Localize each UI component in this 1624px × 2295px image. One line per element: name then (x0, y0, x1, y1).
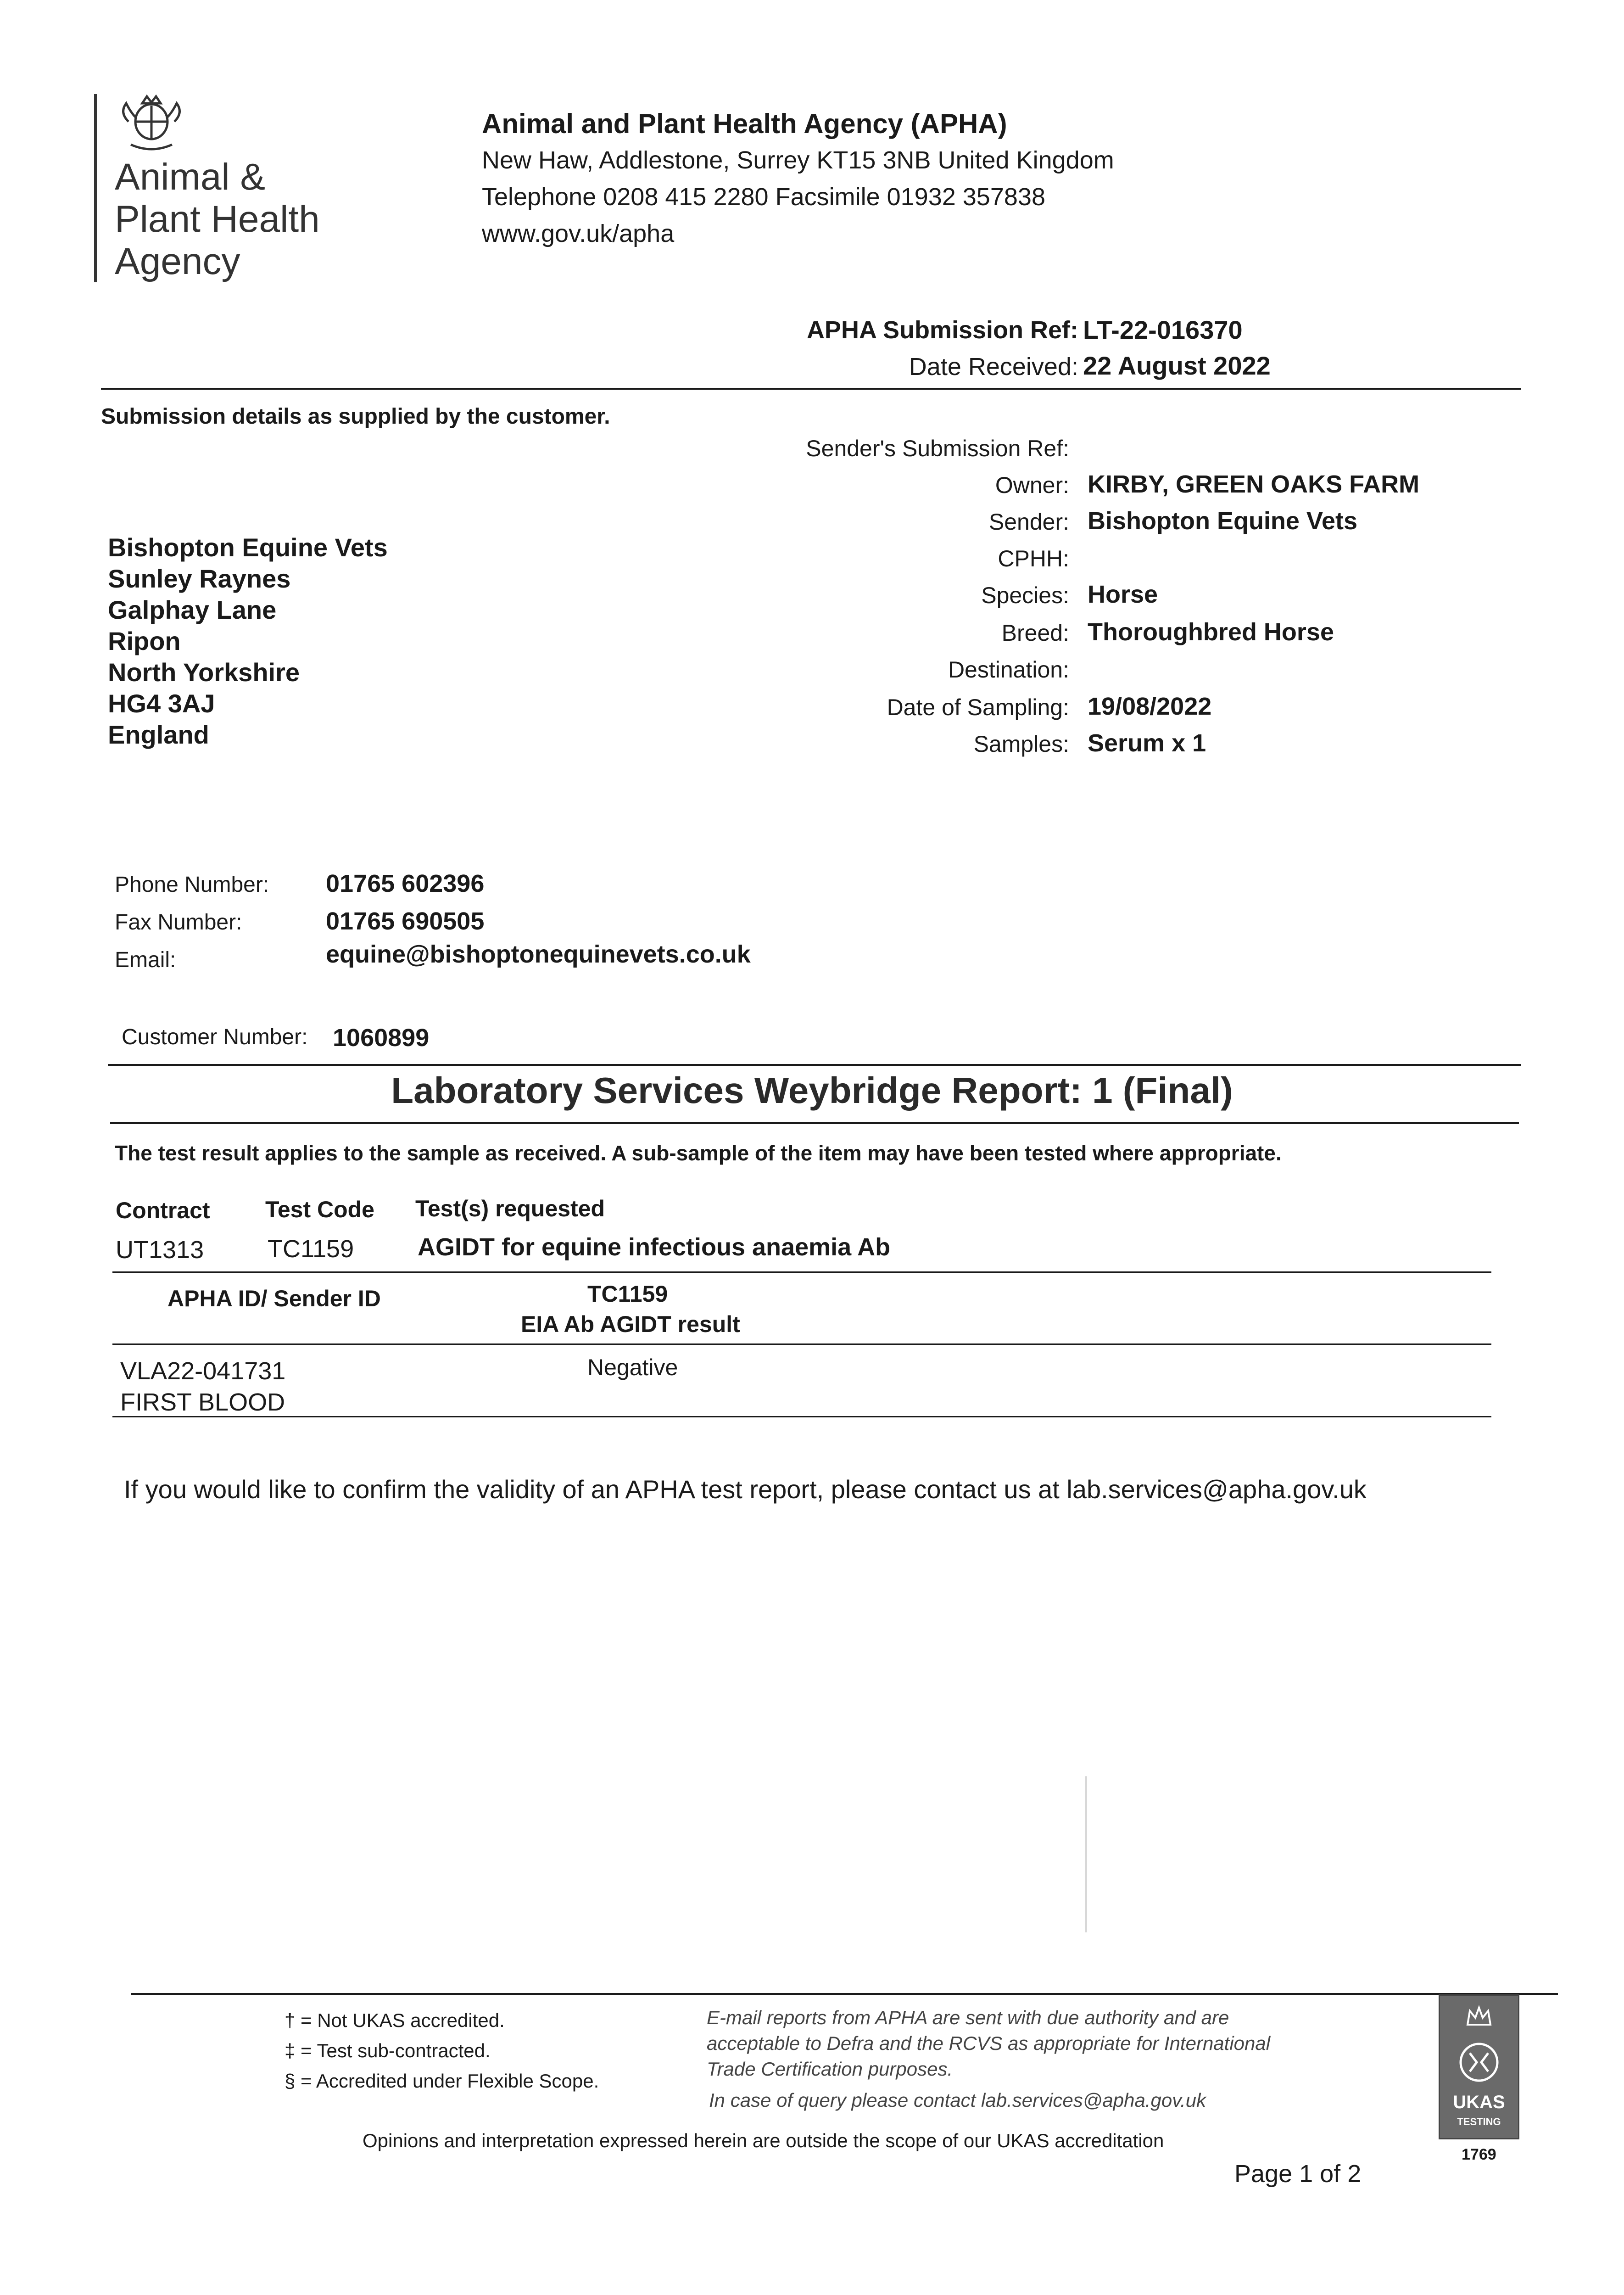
email-note-line: Trade Certification purposes. (707, 2058, 953, 2080)
result-id-header: APHA ID/ Sender ID (167, 1286, 381, 1311)
email-note-line: acceptable to Defra and the RCVS as appropriate for International (707, 2032, 1271, 2054)
address-line: North Yorkshire (108, 658, 300, 687)
address-line: Bishopton Equine Vets (108, 533, 388, 562)
samples-value: Serum x 1 (1088, 729, 1206, 757)
detail-label: Date of Sampling: (887, 694, 1069, 720)
contract-value: UT1313 (116, 1236, 204, 1264)
owner-value: KIRBY, GREEN OAKS FARM (1088, 470, 1420, 498)
report-top-divider (108, 1064, 1521, 1066)
date-received-label: Date Received: (909, 353, 1078, 381)
query-note: In case of query please contact lab.services@apha.gov.uk (709, 2089, 1206, 2111)
legend-sub-contracted: ‡ = Test sub-contracted. (285, 2040, 491, 2061)
phone-value: 01765 602396 (326, 870, 485, 897)
address-line: England (108, 720, 209, 749)
report-note: The test result applies to the sample as received. A sub-sample of the item may have been tested where appropriate. (115, 1141, 1282, 1165)
address-line: Galphay Lane (108, 595, 277, 624)
header-divider (101, 388, 1521, 390)
submission-ref-value: LT-22-016370 (1083, 315, 1243, 344)
date-received-value: 22 August 2022 (1083, 351, 1271, 380)
agency-logo-text (115, 156, 320, 283)
email-label: Email: (115, 948, 176, 972)
ukas-statement: Opinions and interpretation expressed herein are outside the scope of our UKAS accreditation (363, 2130, 1164, 2151)
detail-label: CPHH: (998, 546, 1069, 571)
result-value: Negative (587, 1355, 678, 1380)
detail-label: Owner: (995, 472, 1069, 498)
tests-divider (112, 1271, 1491, 1273)
logo-line: Animal & (115, 156, 266, 198)
email-note-line: E-mail reports from APHA are sent with due authority and are (707, 2007, 1229, 2028)
submission-heading: Submission details as supplied by the customer. (101, 404, 610, 429)
ukas-sub-label: TESTING (1457, 2116, 1501, 2127)
sender-value: Bishopton Equine Vets (1088, 507, 1358, 535)
test-requested-value: AGIDT for equine infectious anaemia Ab (418, 1233, 891, 1261)
legend-not-accredited: † = Not UKAS accredited. (285, 2010, 505, 2031)
test-code-value: TC1159 (268, 1235, 354, 1263)
result-code-header: TC1159 (587, 1281, 668, 1307)
logo-line: Plant Health (115, 198, 320, 240)
address-line: HG4 3AJ (108, 689, 215, 718)
report-title: Laboratory Services Weybridge Report: 1 (Final) (391, 1070, 1233, 1111)
result-name-header: EIA Ab AGIDT result (521, 1311, 740, 1337)
organisation-website: www.gov.uk/apha (482, 220, 675, 247)
organisation-address: New Haw, Addlestone, Surrey KT15 3NB United Kingdom (482, 146, 1114, 174)
breed-value: Thoroughbred Horse (1088, 618, 1334, 646)
scan-artifact (1085, 1776, 1087, 1932)
ukas-emblem-icon (1456, 2039, 1502, 2085)
organisation-phone-fax: Telephone 0208 415 2280 Facsimile 01932 357838 (482, 183, 1045, 211)
address-line: Sunley Raynes (108, 564, 291, 593)
crown-icon (1465, 2004, 1493, 2027)
apha-id-value: VLA22-041731 (120, 1357, 286, 1385)
detail-label: Sender: (988, 509, 1069, 535)
logo-divider (94, 94, 97, 282)
detail-label: Sender's Submission Ref: (806, 436, 1069, 461)
result-divider (112, 1416, 1491, 1417)
fax-label: Fax Number: (115, 910, 242, 935)
detail-label: Destination: (948, 657, 1069, 683)
fax-value: 01765 690505 (326, 907, 485, 935)
customer-number-value: 1060899 (333, 1024, 430, 1052)
report-title-divider (110, 1122, 1519, 1124)
detail-label: Species: (981, 582, 1069, 608)
ukas-label: UKAS (1453, 2092, 1505, 2112)
address-line: Ripon (108, 627, 181, 655)
email-value: equine@bishoptonequinevets.co.uk (326, 940, 751, 968)
page-number: Page 1 of 2 (1234, 2160, 1362, 2188)
sampling-date-value: 19/08/2022 (1088, 693, 1212, 720)
species-value: Horse (1088, 581, 1158, 608)
phone-label: Phone Number: (115, 873, 269, 897)
logo-line: Agency (115, 241, 240, 282)
customer-number-label: Customer Number: (122, 1025, 308, 1049)
footer-divider (131, 1993, 1558, 1995)
ukas-testing-mark (1439, 1994, 1519, 2139)
sender-id-value: FIRST BLOOD (120, 1388, 285, 1416)
royal-crest-icon (115, 94, 188, 154)
result-header-divider (112, 1343, 1491, 1345)
legend-flexible-scope: § = Accredited under Flexible Scope. (285, 2070, 599, 2092)
submission-ref-label: APHA Submission Ref: (806, 316, 1078, 344)
detail-label: Breed: (1001, 620, 1069, 646)
contract-header: Contract (116, 1198, 210, 1223)
ukas-number: 1769 (1462, 2146, 1496, 2163)
test-code-header: Test Code (265, 1197, 374, 1222)
organisation-name: Animal and Plant Health Agency (APHA) (482, 108, 1007, 139)
detail-label: Samples: (973, 731, 1069, 757)
tests-requested-header: Test(s) requested (415, 1196, 605, 1221)
validity-note: If you would like to confirm the validity of an APHA test report, please contact us at lab.services@apha.gov.uk (124, 1475, 1367, 1504)
